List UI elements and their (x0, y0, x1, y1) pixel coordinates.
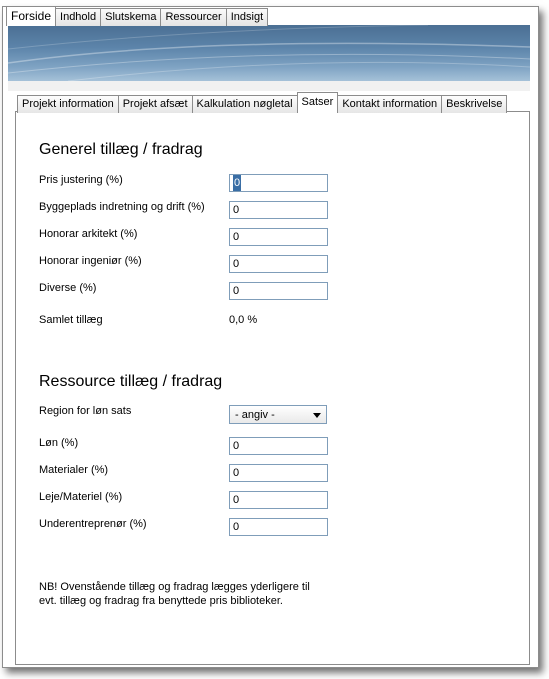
header-banner (8, 25, 530, 81)
tab-kalkulation-noegletal[interactable]: Kalkulation nøgletal (192, 95, 298, 113)
general-heading: Generel tillæg / fradrag (39, 141, 203, 158)
samlet-tillaeg-label: Samlet tillæg (39, 314, 103, 326)
top-tab-bar (6, 6, 267, 25)
honorar-arkitekt-label: Honorar arkitekt (%) (39, 228, 138, 240)
loen-input[interactable]: 0 (229, 437, 328, 455)
underentreprenoer-label: Underentreprenør (%) (39, 518, 147, 530)
tab-projekt-afsaet[interactable]: Projekt afsæt (118, 95, 193, 113)
leje-materiel-label: Leje/Materiel (%) (39, 491, 123, 503)
tab-kontakt-information[interactable]: Kontakt information (337, 95, 442, 113)
chevron-down-icon (313, 413, 321, 418)
honorar-ingenioer-label: Honorar ingeniør (%) (39, 255, 142, 267)
diverse-label: Diverse (%) (39, 282, 97, 294)
leje-materiel-input[interactable]: 0 (229, 491, 328, 509)
region-label: Region for løn sats (39, 405, 132, 417)
samlet-tillaeg-value: 0,0 % (229, 314, 258, 326)
honorar-arkitekt-input[interactable]: 0 (229, 228, 328, 246)
tab-satser[interactable]: Satser (297, 92, 339, 113)
materialer-input[interactable]: 0 (229, 464, 328, 482)
loen-label: Løn (%) (39, 437, 79, 449)
tab-slutskema[interactable]: Slutskema (100, 8, 161, 26)
tab-forside[interactable]: Forside (6, 6, 56, 26)
honorar-ingenioer-input[interactable]: 0 (229, 255, 328, 273)
underentreprenoer-input[interactable]: 0 (229, 518, 328, 536)
materialer-label: Materialer (%) (39, 464, 109, 476)
note-line-1: NB! Ovenstående tillæg og fradrag lægges yderligere til (39, 581, 310, 593)
region-select-value: - angiv - (235, 409, 275, 421)
tab-projekt-information[interactable]: Projekt information (17, 95, 119, 113)
sub-tab-bar (17, 92, 506, 112)
region-select[interactable] (229, 405, 327, 424)
pris-justering-label: Pris justering (%) (39, 174, 123, 186)
byggeplads-label: Byggeplads indretning og drift (%) (39, 201, 205, 213)
banner-curves (8, 25, 530, 81)
note-text (39, 580, 329, 608)
tab-ressourcer[interactable]: Ressourcer (160, 8, 226, 26)
pris-justering-input[interactable]: 0 (229, 174, 328, 192)
tab-indsigt[interactable]: Indsigt (226, 8, 268, 26)
diverse-input[interactable]: 0 (229, 282, 328, 300)
note-line-2: evt. tillæg og fradrag fra benyttede pris biblioteker. (39, 595, 283, 607)
header-divider (8, 81, 530, 91)
tab-indhold[interactable]: Indhold (55, 8, 101, 26)
resource-heading: Ressource tillæg / fradrag (39, 373, 223, 390)
tab-beskrivelse[interactable]: Beskrivelse (441, 95, 507, 113)
byggeplads-input[interactable]: 0 (229, 201, 328, 219)
